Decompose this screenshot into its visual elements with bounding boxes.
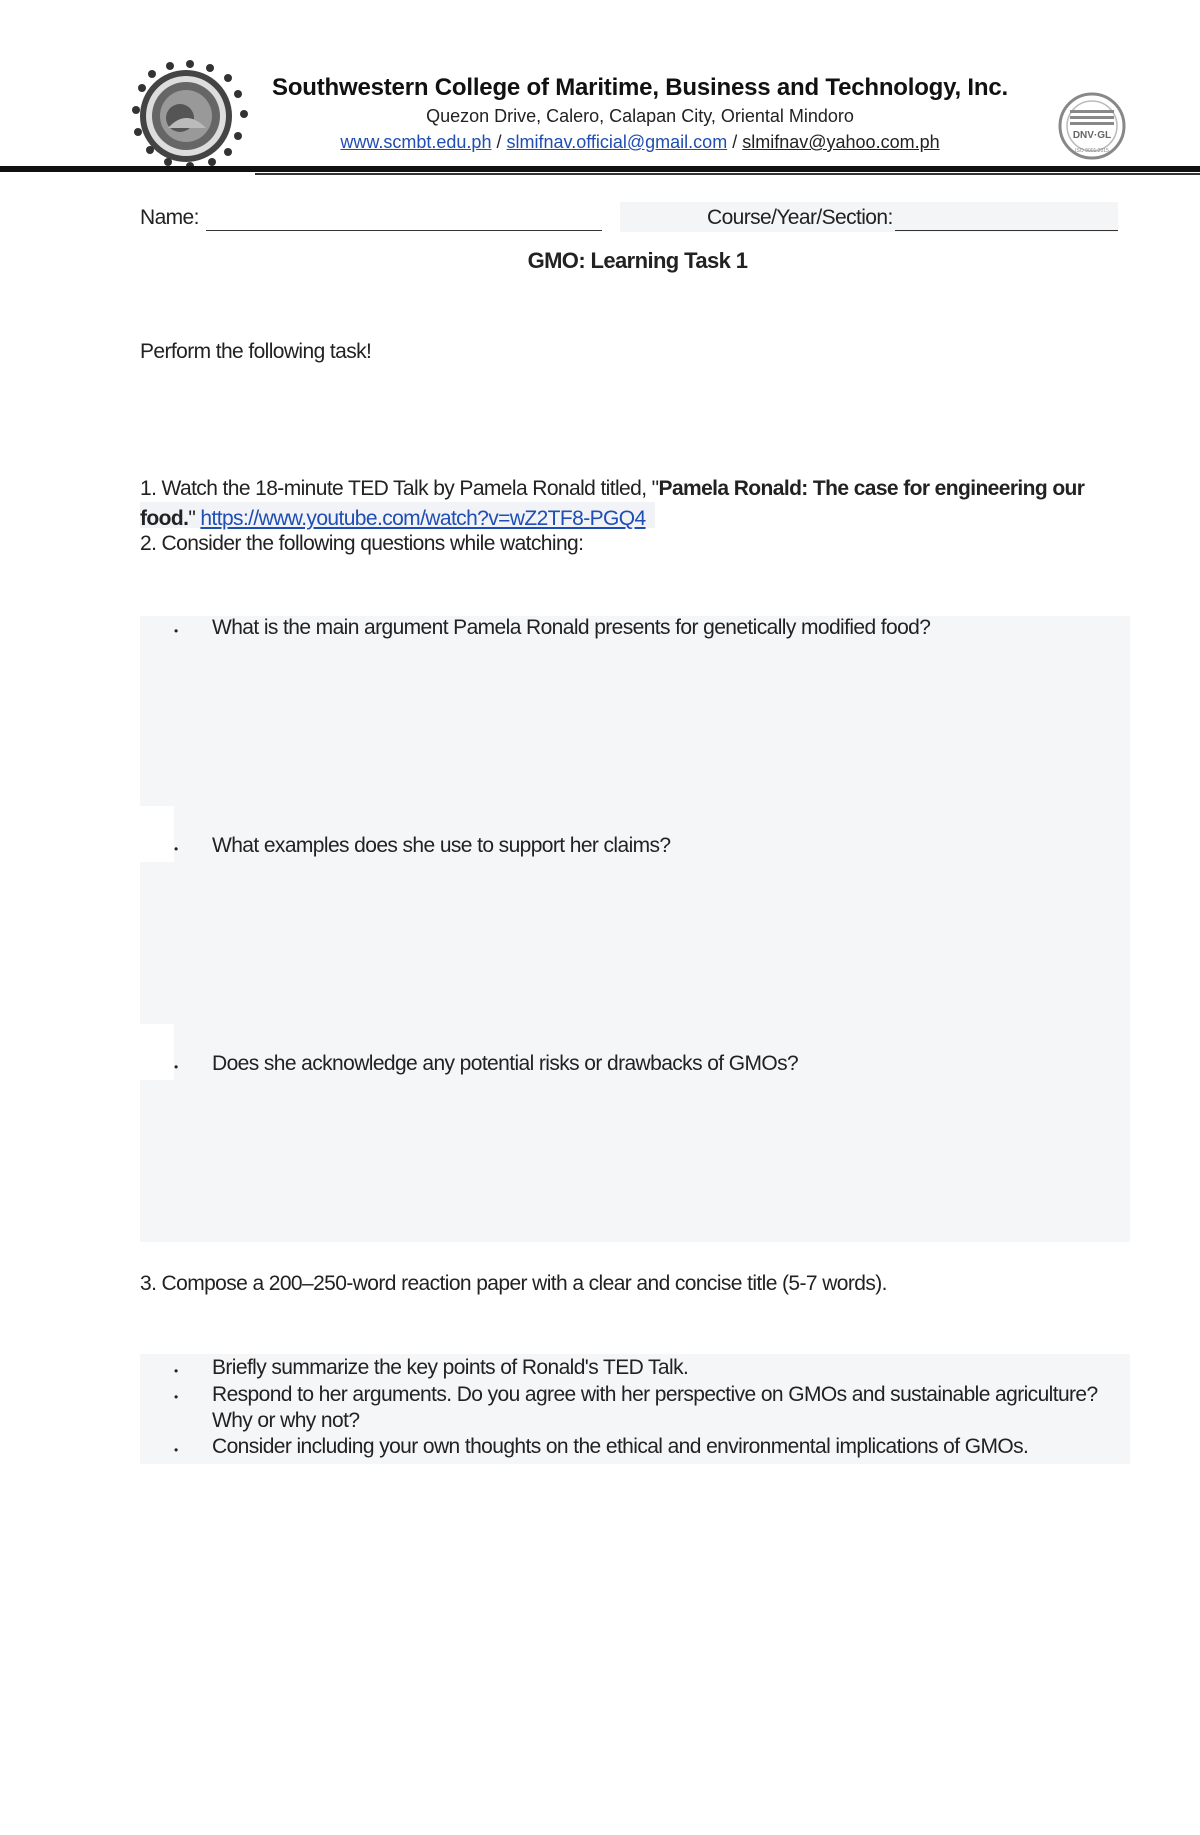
header-rule — [0, 166, 1200, 172]
question-1: What is the main argument Pamela Ronald presents for genetically modified food? — [212, 616, 931, 639]
separator: / — [732, 132, 738, 152]
email-yahoo: slmifnav@yahoo.com.ph — [742, 132, 940, 152]
step-1-prefix: 1. Watch the 18-minute TED Talk by Pamela Ronald titled, " — [140, 477, 659, 500]
question-3: Does she acknowledge any potential risks or drawbacks of GMOs? — [212, 1052, 799, 1075]
answer-area-3[interactable] — [140, 1080, 1130, 1242]
email-link-official[interactable]: slmifnav.official@gmail.com — [506, 132, 728, 152]
bullet: • — [174, 1060, 179, 1074]
ted-talk-link[interactable]: https://www.youtube.com/watch?v=wZ2TF8-PGQ4 — [200, 507, 646, 530]
paper-point-2: Respond to her arguments. Do you agree with her perspective on GMOs and sustainable agriculture? Why or why not? — [212, 1383, 1098, 1432]
separator: / — [496, 132, 502, 152]
step-1-suffix: " — [188, 507, 196, 530]
bullet: • — [174, 842, 179, 856]
school-address: Quezon Drive, Calero, Calapan City, Oriental Mindoro — [426, 106, 854, 126]
header-rule-thin — [255, 173, 1200, 175]
school-seal-logo — [128, 58, 250, 170]
paper-point-3: Consider including your own thoughts on the ethical and environmental implications of GMOs. — [212, 1435, 1029, 1458]
bullet: • — [174, 1443, 179, 1457]
step-1-talk-title: Pamela Ronald: The case for engineering our food. — [140, 477, 1085, 530]
bullet: • — [174, 1364, 179, 1378]
course-field[interactable] — [895, 230, 1118, 231]
contact-links — [240, 132, 1040, 153]
cert-logo-subtext: ISO 9001:2015 — [1075, 148, 1109, 154]
name-field[interactable] — [206, 230, 602, 231]
name-label: Name: — [140, 206, 199, 229]
question-2: What examples does she use to support her claims? — [212, 834, 671, 857]
dnv-gl-certification-logo — [1048, 92, 1136, 160]
task-title: GMO: Learning Task 1 — [527, 248, 748, 273]
school-name: Southwestern College of Maritime, Business and Technology, Inc. — [272, 74, 1008, 101]
paper-point-1: Briefly summarize the key points of Ronald's TED Talk. — [212, 1356, 689, 1379]
website-link[interactable]: www.scmbt.edu.ph — [340, 132, 492, 152]
task-intro: Perform the following task! — [140, 340, 372, 363]
step-3: 3. Compose a 200–250-word reaction paper with a clear and concise title (5-7 words). — [140, 1272, 887, 1295]
cert-logo-text: DNV·GL — [1072, 130, 1112, 141]
answer-area-2[interactable] — [140, 862, 1130, 1024]
bullet: • — [174, 1390, 179, 1404]
answer-area-1[interactable] — [140, 616, 1130, 806]
step-2: 2. Consider the following questions while watching: — [140, 532, 584, 555]
course-label: Course/Year/Section: — [707, 206, 893, 229]
step-1 — [140, 474, 1100, 534]
bullet: • — [174, 624, 179, 638]
